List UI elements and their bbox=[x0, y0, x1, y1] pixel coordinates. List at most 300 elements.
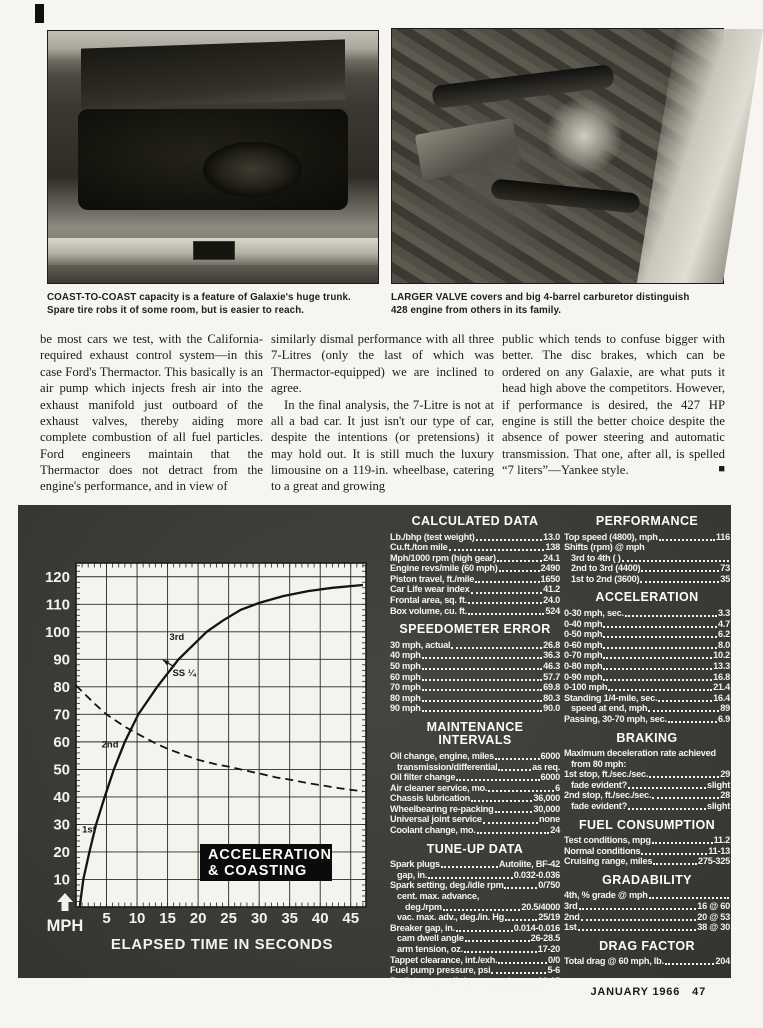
spec-value: 1650 bbox=[540, 573, 560, 584]
spec-label: Mph/1000 rpm (high gear) bbox=[390, 552, 496, 563]
section-title: FUEL CONSUMPTION bbox=[578, 817, 716, 832]
dot-leader bbox=[495, 811, 533, 813]
spec-row bbox=[390, 532, 560, 543]
dot-leader bbox=[468, 602, 542, 604]
spec-row bbox=[564, 759, 730, 770]
spec-row bbox=[390, 563, 560, 574]
dot-leader bbox=[456, 779, 539, 781]
y-tick-label: 20 bbox=[53, 843, 70, 861]
spec-row bbox=[564, 801, 730, 812]
spec-row bbox=[390, 804, 560, 815]
dot-leader bbox=[468, 613, 544, 615]
spec-row bbox=[564, 640, 730, 651]
spec-label: 0-70 mph bbox=[564, 650, 603, 661]
section-title: ACCELERATION bbox=[595, 590, 699, 605]
x-axis-title: ELAPSED TIME IN SECONDS bbox=[110, 936, 334, 953]
engine-photo bbox=[391, 28, 724, 284]
spec-row bbox=[390, 793, 560, 804]
spec-row bbox=[564, 912, 730, 923]
y-tick-label: 120 bbox=[44, 568, 70, 586]
dot-leader bbox=[648, 710, 719, 712]
spec-value: Autolite, BF-42 bbox=[498, 859, 560, 870]
spec-value: 6000 bbox=[540, 750, 560, 761]
dot-leader bbox=[579, 908, 697, 910]
issue-date: JANUARY 1966 bbox=[590, 986, 681, 998]
spec-value: 4.7 bbox=[717, 618, 730, 629]
spec-row bbox=[564, 608, 730, 619]
dot-leader bbox=[422, 679, 542, 681]
spec-row bbox=[390, 880, 560, 891]
spec-label: fade evident? bbox=[571, 800, 627, 811]
section-title: CALCULATED DATA bbox=[411, 514, 539, 528]
spec-value: 11-13 bbox=[708, 845, 730, 856]
spec-label: Air cleaner service, mo. bbox=[390, 782, 488, 793]
dot-leader bbox=[422, 700, 542, 702]
spec-label: 1st bbox=[564, 922, 577, 933]
spec-label: deg./rpm bbox=[405, 901, 442, 912]
panel-right-column bbox=[564, 515, 730, 967]
hose-shape bbox=[491, 179, 641, 215]
spare-tire-shape bbox=[203, 142, 302, 197]
spec-row bbox=[390, 859, 560, 870]
dot-leader bbox=[603, 647, 717, 649]
spec-row bbox=[390, 772, 560, 783]
spec-label: Oil change, engine, miles bbox=[390, 750, 495, 761]
spec-label: Radiator cap relief press., psi bbox=[390, 975, 511, 986]
spec-label: transmission/differential bbox=[397, 761, 498, 772]
spec-row bbox=[564, 790, 730, 801]
spec-label: Coolant change, mo. bbox=[390, 825, 476, 836]
spec-row bbox=[564, 629, 730, 640]
spec-value: 41.2 bbox=[543, 584, 560, 595]
spec-row bbox=[390, 672, 560, 683]
spec-value: none bbox=[539, 814, 560, 825]
dot-leader bbox=[658, 700, 712, 702]
dot-leader bbox=[628, 808, 706, 810]
spec-label: 1st to 2nd (3600) bbox=[571, 573, 640, 584]
spec-value: 6 bbox=[555, 782, 560, 793]
spec-value: 116 bbox=[715, 531, 730, 542]
spec-label: 0-30 mph, sec. bbox=[564, 607, 624, 618]
spec-label: Passing, 30-70 mph, sec. bbox=[564, 713, 667, 724]
spec-value: 0.014-0.016 bbox=[513, 922, 560, 933]
spec-row bbox=[564, 553, 730, 564]
spec-row bbox=[564, 574, 730, 585]
spec-value: 24.1 bbox=[543, 552, 560, 563]
dot-leader bbox=[665, 963, 715, 965]
spec-label: Normal conditions bbox=[564, 845, 641, 856]
panel-section bbox=[390, 623, 560, 714]
page-number: 47 bbox=[692, 986, 706, 998]
y-tick-label: 110 bbox=[45, 596, 70, 614]
spec-row bbox=[564, 956, 730, 967]
spec-row bbox=[564, 835, 730, 846]
spec-label: Standing 1/4-mile, sec. bbox=[564, 692, 658, 703]
x-tick-label: 15 bbox=[159, 910, 176, 927]
spec-label: 70 mph bbox=[390, 682, 421, 693]
fender-shape bbox=[637, 29, 763, 283]
curve-label: SS ¼ bbox=[172, 667, 196, 679]
article-paragraph: be most cars we test, with the California-required exhaust control system—in this case Ford's Thermactor. This basically is an air pump which injects fresh air into the exhaust manifold just outboard of the exhaust valves, thereby aiding more complete combustion of all fuel particles. Ford engineers maintain that the Thermactor does not detract from the engine's performance, and in view of bbox=[40, 332, 263, 494]
spec-value: 24.0 bbox=[543, 595, 560, 606]
spec-row bbox=[390, 682, 560, 693]
spec-label: Piston travel, ft./mile bbox=[390, 573, 475, 584]
panel-section bbox=[390, 843, 560, 987]
section-title: DRAG FACTOR bbox=[599, 938, 695, 953]
spec-value: 0.032-0.036 bbox=[513, 869, 560, 880]
spec-label: 60 mph bbox=[390, 671, 421, 682]
dot-leader bbox=[652, 797, 719, 799]
spec-value: 24 bbox=[550, 825, 560, 836]
spec-row bbox=[390, 762, 560, 773]
spec-row bbox=[564, 693, 730, 704]
spec-value: 6000 bbox=[540, 772, 560, 783]
spec-row bbox=[390, 965, 560, 976]
dot-leader bbox=[498, 962, 547, 964]
spec-label: Cruising range, miles bbox=[564, 856, 653, 867]
spec-row bbox=[564, 714, 730, 725]
acceleration-coasting-chart bbox=[26, 549, 388, 969]
dot-leader bbox=[449, 549, 545, 551]
page-footer bbox=[420, 986, 706, 998]
spec-value: 138 bbox=[545, 542, 560, 553]
spec-row bbox=[390, 640, 560, 651]
section-title: BRAKING bbox=[616, 730, 678, 745]
mph-up-arrow-icon bbox=[57, 893, 73, 911]
dot-leader bbox=[603, 626, 717, 628]
spec-label: Car Life wear index bbox=[390, 584, 470, 595]
spec-label: 2nd bbox=[564, 911, 580, 922]
spec-label: 30 mph, actual bbox=[390, 639, 451, 650]
spec-row bbox=[564, 846, 730, 857]
spec-value: 12-15 bbox=[537, 975, 560, 986]
spec-value: 30,000 bbox=[533, 803, 560, 814]
spec-label: Total drag @ 60 mph, lb. bbox=[564, 956, 664, 967]
spec-row bbox=[564, 532, 730, 543]
spec-row bbox=[390, 933, 560, 944]
spec-row bbox=[390, 703, 560, 714]
spec-row bbox=[390, 751, 560, 762]
spec-value: 11.2 bbox=[713, 835, 730, 846]
dot-leader bbox=[581, 919, 697, 921]
spec-row bbox=[390, 606, 560, 617]
spec-value: 89 bbox=[720, 703, 730, 714]
spec-label: 4th, % grade @ mph bbox=[564, 890, 648, 901]
dot-leader bbox=[471, 800, 532, 802]
dot-leader bbox=[649, 776, 719, 778]
spec-value: 28 bbox=[720, 790, 730, 801]
spec-value: as req. bbox=[532, 761, 560, 772]
dot-leader bbox=[488, 790, 554, 792]
spec-label: 90 mph bbox=[390, 703, 421, 714]
spec-label: Shifts (rpm) @ mph bbox=[564, 542, 645, 553]
spec-row bbox=[390, 976, 560, 987]
end-of-article-mark: ■ bbox=[718, 463, 725, 475]
spec-label: 3rd bbox=[564, 900, 578, 911]
spec-row bbox=[564, 769, 730, 780]
spec-value: 17-20 bbox=[537, 943, 560, 954]
chart-title-line1: ACCELERATION bbox=[208, 847, 332, 863]
spec-value: 2490 bbox=[540, 563, 560, 574]
article-column-2 bbox=[271, 331, 494, 495]
spec-value: 275-325 bbox=[698, 856, 730, 867]
spec-value: 20 @ 53 bbox=[697, 911, 730, 922]
spec-label: fade evident? bbox=[571, 779, 627, 790]
spec-label: 2nd to 3rd (4400) bbox=[571, 563, 641, 574]
y-tick-label: 80 bbox=[53, 678, 70, 696]
dot-leader bbox=[477, 832, 550, 834]
spec-label: 0-50 mph bbox=[564, 629, 603, 640]
spec-label: Test conditions, mpg bbox=[564, 835, 651, 846]
spec-value: 29 bbox=[720, 769, 730, 780]
spec-label: Spark plugs bbox=[390, 859, 440, 870]
spec-value: slight bbox=[707, 800, 730, 811]
panel-section bbox=[564, 515, 730, 584]
spec-label: 80 mph bbox=[390, 692, 421, 703]
spec-row bbox=[390, 661, 560, 672]
dot-leader bbox=[441, 866, 498, 868]
dot-leader bbox=[422, 668, 542, 670]
valve-cover-shape bbox=[415, 117, 521, 179]
spec-value: slight bbox=[707, 779, 730, 790]
spec-label: from 80 mph: bbox=[571, 758, 627, 769]
spec-label: Box volume, cu. ft. bbox=[390, 605, 467, 616]
trunk-photo bbox=[47, 30, 379, 284]
x-tick-label: 25 bbox=[220, 910, 237, 927]
panel-section bbox=[564, 591, 730, 724]
spec-label: Universal joint service bbox=[390, 814, 482, 825]
dot-leader bbox=[422, 689, 542, 691]
spec-label: Maximum deceleration rate achieved bbox=[564, 748, 716, 758]
dot-leader bbox=[504, 887, 537, 889]
spec-row bbox=[390, 584, 560, 595]
spec-label: arm tension, oz. bbox=[397, 943, 463, 954]
spec-value: 36,000 bbox=[533, 793, 560, 804]
spec-row bbox=[564, 650, 730, 661]
dot-leader bbox=[498, 769, 531, 771]
spec-value: 5-6 bbox=[547, 965, 560, 976]
y-tick-label: 10 bbox=[53, 871, 70, 889]
dot-leader bbox=[668, 721, 717, 723]
dot-leader bbox=[505, 919, 537, 921]
spec-value: 3.3 bbox=[717, 607, 730, 618]
spec-label: Spark setting, deg./idle rpm bbox=[390, 880, 504, 891]
dot-leader bbox=[628, 787, 706, 789]
x-tick-label: 10 bbox=[128, 910, 146, 927]
y-tick-label: 70 bbox=[53, 706, 70, 724]
hose-shape bbox=[431, 64, 614, 109]
panel-section bbox=[390, 721, 560, 836]
spec-row bbox=[390, 955, 560, 966]
section-title: TUNE-UP DATA bbox=[426, 841, 524, 856]
dot-leader bbox=[464, 951, 537, 953]
spec-label: gap, in. bbox=[397, 869, 428, 880]
spec-row bbox=[390, 870, 560, 881]
spec-value: 35 bbox=[720, 573, 730, 584]
curve-label: 2nd bbox=[101, 739, 119, 751]
dot-leader bbox=[483, 822, 538, 824]
x-tick-label: 40 bbox=[311, 910, 329, 927]
panel-section bbox=[564, 874, 730, 933]
spec-label: Frontal area, sq. ft. bbox=[390, 595, 467, 606]
y-tick-label: 100 bbox=[44, 623, 70, 641]
spec-value: 0/0 bbox=[547, 954, 560, 965]
spec-label: Chassis lubrication bbox=[390, 793, 471, 804]
dot-leader bbox=[578, 929, 697, 931]
spec-row bbox=[390, 891, 560, 902]
spec-value: 204 bbox=[715, 956, 730, 967]
panel-section bbox=[564, 732, 730, 812]
spec-row bbox=[390, 650, 560, 661]
spec-label: 50 mph bbox=[390, 660, 421, 671]
spec-label: vac. max. adv., deg./in. Hg bbox=[397, 912, 504, 923]
spec-label: 0-40 mph bbox=[564, 618, 603, 629]
spec-row bbox=[390, 912, 560, 923]
spec-row bbox=[564, 672, 730, 683]
dot-leader bbox=[653, 863, 697, 865]
spec-label: speed at end, mph bbox=[571, 703, 648, 714]
spec-value: 26.8 bbox=[543, 639, 560, 650]
spec-value: 46.3 bbox=[543, 660, 560, 671]
spec-label: Fuel pump pressure, psi bbox=[390, 965, 491, 976]
spec-label: 3rd to 4th ( ) bbox=[571, 552, 621, 563]
trunk-lid-shape bbox=[81, 39, 345, 109]
spec-value: 0/750 bbox=[538, 880, 560, 891]
dot-leader bbox=[456, 930, 513, 932]
spec-row bbox=[564, 748, 730, 759]
spec-label: 2nd stop, ft./sec./sec. bbox=[564, 790, 652, 801]
x-tick-label: 45 bbox=[342, 910, 360, 927]
dot-leader bbox=[443, 909, 521, 911]
spec-row bbox=[564, 661, 730, 672]
spec-value: 20.5/4000 bbox=[521, 901, 560, 912]
spec-value: 38 @ 30 bbox=[697, 922, 730, 933]
spec-value: 25/19 bbox=[538, 912, 560, 923]
dot-leader bbox=[476, 539, 543, 541]
spec-row bbox=[390, 944, 560, 955]
trunk-caption: COAST-TO-COAST capacity is a feature of Galaxie's huge trunk. Spare tire robs it of some room, but is easier to reach. bbox=[47, 292, 351, 316]
spec-row bbox=[564, 682, 730, 693]
article-paragraph: In the final analysis, the 7-Litre is not at all a bad car. It just isn't our type of car, despite the intentions (or pretensions) it may hold out. It is still much the luxury limousine on a 119-in. wheelbase, catering to a great and growing bbox=[271, 397, 494, 494]
spec-row bbox=[390, 693, 560, 704]
dot-leader bbox=[495, 758, 540, 760]
spec-row bbox=[564, 563, 730, 574]
license-plate-shape bbox=[193, 241, 235, 261]
spec-value: 36.3 bbox=[543, 650, 560, 661]
spec-row bbox=[390, 574, 560, 585]
y-tick-label: 90 bbox=[53, 651, 70, 669]
dot-leader bbox=[608, 689, 712, 691]
curve-label: 3rd bbox=[169, 632, 185, 644]
spec-label: 0-80 mph bbox=[564, 660, 603, 671]
spec-row bbox=[390, 902, 560, 913]
dot-leader bbox=[511, 983, 536, 985]
spec-value: 10.2 bbox=[713, 650, 730, 661]
dot-leader bbox=[465, 940, 530, 942]
panel-section bbox=[564, 819, 730, 867]
dot-leader bbox=[603, 657, 712, 659]
dot-leader bbox=[497, 560, 542, 562]
spec-row bbox=[564, 542, 730, 553]
y-axis-title: MPH bbox=[46, 917, 84, 935]
spec-label: 0-60 mph bbox=[564, 639, 603, 650]
dot-leader bbox=[640, 581, 719, 583]
engine-caption: LARGER VALVE covers and big 4-barrel carburetor distinguish 428 engine from others in its family. bbox=[391, 292, 690, 316]
section-title: GRADABILITY bbox=[602, 872, 692, 887]
panel-mid-column bbox=[390, 515, 560, 986]
x-tick-label: 5 bbox=[102, 910, 111, 927]
spec-label: Lb./bhp (test weight) bbox=[390, 531, 475, 542]
y-tick-label: 40 bbox=[53, 788, 70, 806]
x-tick-label: 30 bbox=[250, 910, 268, 927]
dot-leader bbox=[652, 842, 713, 844]
chart-title-line2: & COASTING bbox=[208, 863, 308, 879]
spec-value: 80.3 bbox=[543, 692, 560, 703]
spec-label: Breaker gap, in. bbox=[390, 922, 455, 933]
spec-row bbox=[390, 825, 560, 836]
article-paragraph: public which tends to confuse bigger with better. The disc brakes, which can be ordered on any Galaxie, are what puts it head high above the competitors. However, if performance is desired, the 427 HP engine is still the better choice despite the absence of power steering and automatic transmission. That one, after all, is spelled “7 liters”—Yankee style. ■ bbox=[502, 332, 725, 477]
dot-leader bbox=[603, 679, 712, 681]
x-tick-label: 20 bbox=[189, 910, 207, 927]
panel-section bbox=[564, 940, 730, 967]
spec-value: 6.2 bbox=[717, 629, 730, 640]
spec-row bbox=[390, 923, 560, 934]
article-column-1 bbox=[40, 331, 263, 495]
panel-section bbox=[390, 515, 560, 616]
spec-row bbox=[390, 595, 560, 606]
dot-leader bbox=[422, 657, 542, 659]
spec-row bbox=[390, 814, 560, 825]
spec-value: 73 bbox=[720, 563, 730, 574]
dot-leader bbox=[499, 570, 540, 572]
spec-row bbox=[564, 703, 730, 714]
spec-label: 0-90 mph bbox=[564, 671, 603, 682]
spec-row bbox=[564, 619, 730, 630]
section-title: SPEEDOMETER ERROR bbox=[399, 622, 551, 637]
dot-leader bbox=[641, 570, 719, 572]
article-column-3 bbox=[502, 331, 725, 478]
spec-label: Top speed (4800), mph bbox=[564, 531, 658, 542]
spec-label: Wheelbearing re-packing bbox=[390, 803, 494, 814]
section-title: PERFORMANCE bbox=[595, 514, 699, 528]
spec-row bbox=[564, 901, 730, 912]
spec-label: 0-100 mph bbox=[564, 682, 608, 693]
spec-value: 13.3 bbox=[713, 660, 730, 671]
dot-leader bbox=[428, 877, 513, 879]
spec-label: Engine revs/mile (60 mph) bbox=[390, 563, 498, 574]
y-tick-label: 30 bbox=[53, 816, 70, 834]
spec-value: 69.8 bbox=[543, 682, 560, 693]
dot-leader bbox=[475, 581, 539, 583]
x-tick-label: 35 bbox=[281, 910, 299, 927]
dot-leader bbox=[622, 560, 729, 562]
spec-value: 90.0 bbox=[543, 703, 560, 714]
spec-value: 16.8 bbox=[713, 671, 730, 682]
spec-label: cam dwell angle bbox=[397, 933, 464, 944]
curve-label: 1st bbox=[82, 824, 96, 836]
spec-label: Cu.ft./ton mile bbox=[390, 542, 448, 553]
dot-leader bbox=[603, 636, 717, 638]
spec-value: 16 @ 60 bbox=[697, 900, 730, 911]
spec-value: 16.4 bbox=[713, 692, 730, 703]
spec-value: 524 bbox=[545, 605, 560, 616]
article-paragraph: similarly dismal performance with all three 7-Litres (only the last of which was Thermactor-equipped) we are inclined to agree. bbox=[271, 332, 494, 396]
data-panel bbox=[18, 505, 731, 986]
spec-value: 57.7 bbox=[543, 671, 560, 682]
spec-row bbox=[564, 780, 730, 791]
spec-label: cent. max. advance, bbox=[397, 890, 480, 901]
y-tick-label: 60 bbox=[53, 733, 70, 751]
